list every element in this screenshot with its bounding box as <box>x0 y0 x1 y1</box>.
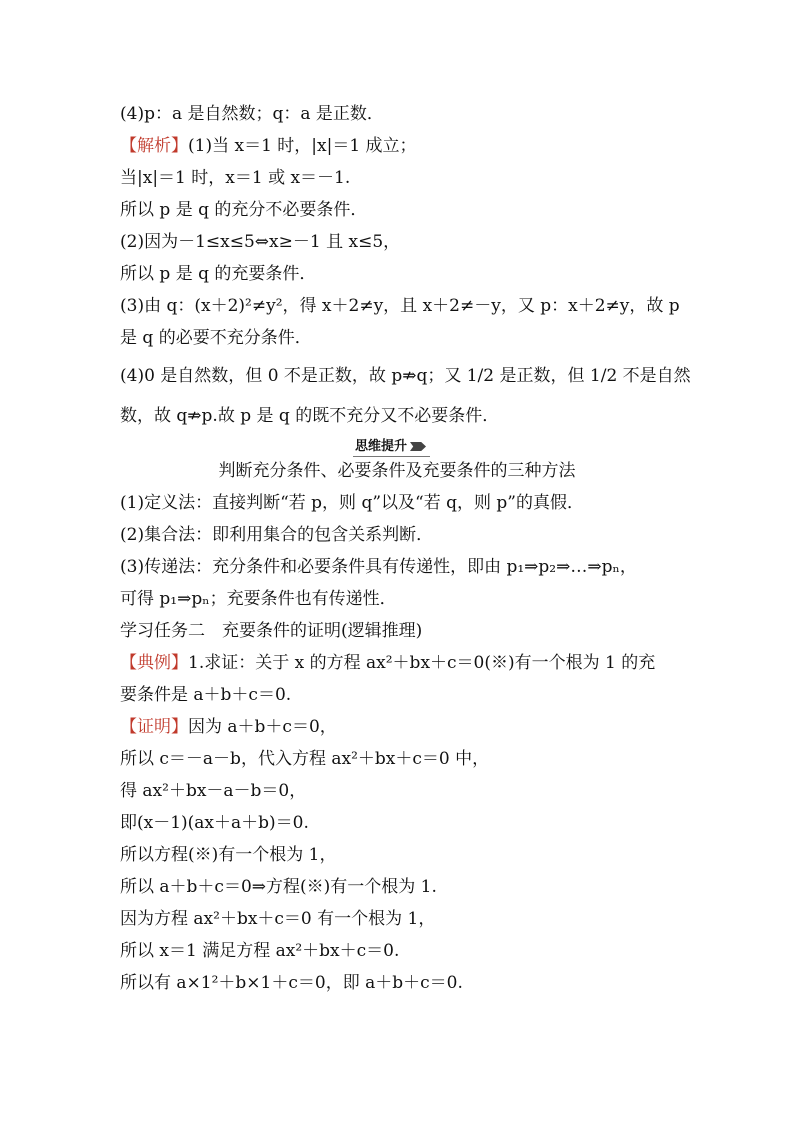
text-line: 所以 p 是 q 的充要条件． <box>120 264 317 284</box>
text-line: 所以 a＋b＋c＝0⇒方程(※)有一个根为 1. <box>120 877 437 897</box>
text-line: 得 ax²＋bx－a－b＝0， <box>120 781 307 801</box>
text-line: 是 q 的必要不充分条件． <box>120 328 312 348</box>
proof-tag: 【证明】 <box>120 717 188 737</box>
badge-underline <box>353 456 430 457</box>
text-line: 因为 a＋b＋c＝0， <box>188 717 337 737</box>
text-line: (4)p：a 是自然数；q：a 是正数． <box>120 104 384 124</box>
text-line: (3)传递法：充分条件和必要条件具有传递性，即由 p₁⇒p₂⇒…⇒pₙ， <box>120 557 637 577</box>
thinking-badge <box>355 435 426 454</box>
text-line: 即(x－1)(ax＋a＋b)＝0. <box>120 813 309 833</box>
text-line: (2)因为－1≤x≤5⇔x≥－1 且 x≤5， <box>120 232 401 252</box>
proof-line <box>120 716 337 738</box>
text-line: 所以 p 是 q 的充分不必要条件． <box>120 200 368 220</box>
text-line: (4)0 是自然数，但 0 不是正数，故 p⇏q；又 1/2 是正数，但 1/2 不是自然 <box>120 366 691 386</box>
text-line: 要条件是 a＋b＋c＝0. <box>120 685 292 705</box>
arrow-icon <box>410 442 426 451</box>
text-line: 可得 p₁⇒pₙ；充要条件也有传递性． <box>120 589 397 609</box>
analysis-tag: 【解析】 <box>120 136 188 156</box>
analysis-line <box>120 135 417 157</box>
text-line: 所以 c＝－a－b，代入方程 ax²＋bx＋c＝0 中， <box>120 749 490 769</box>
text-line: (2)集合法：即利用集合的包含关系判断． <box>120 525 434 545</box>
text-line: 所以有 a×1²＋b×1＋c＝0，即 a＋b＋c＝0. <box>120 973 463 993</box>
section-heading: 判断充分条件、必要条件及充要条件的三种方法 <box>218 461 576 481</box>
text-line: (1)当 x＝1 时，|x|＝1 成立； <box>188 136 417 156</box>
text-line: 当|x|＝1 时，x＝1 或 x＝－1. <box>120 168 351 188</box>
example-tag: 【典例】 <box>120 653 188 673</box>
badge-label: 思维提升 <box>355 439 408 454</box>
text-line: 所以方程(※)有一个根为 1， <box>120 845 337 865</box>
text-line: 所以 x＝1 满足方程 ax²＋bx＋c＝0. <box>120 941 400 961</box>
text-line: 数，故 q⇏p.故 p 是 q 的既不充分又不必要条件． <box>120 406 500 426</box>
example-line <box>120 652 655 674</box>
text-line: 1.求证：关于 x 的方程 ax²＋bx＋c＝0(※)有一个根为 1 的充 <box>188 653 656 673</box>
text-line: 因为方程 ax²＋bx＋c＝0 有一个根为 1， <box>120 909 436 929</box>
task-heading: 学习任务二 充要条件的证明(逻辑推理) <box>120 621 423 641</box>
text-line: (3)由 q：(x＋2)²≠y²，得 x＋2≠y，且 x＋2≠－y，又 p：x＋2≠y，故 p <box>120 296 680 316</box>
text-line: (1)定义法：直接判断“若 p，则 q”以及“若 q，则 p”的真假． <box>120 493 584 513</box>
